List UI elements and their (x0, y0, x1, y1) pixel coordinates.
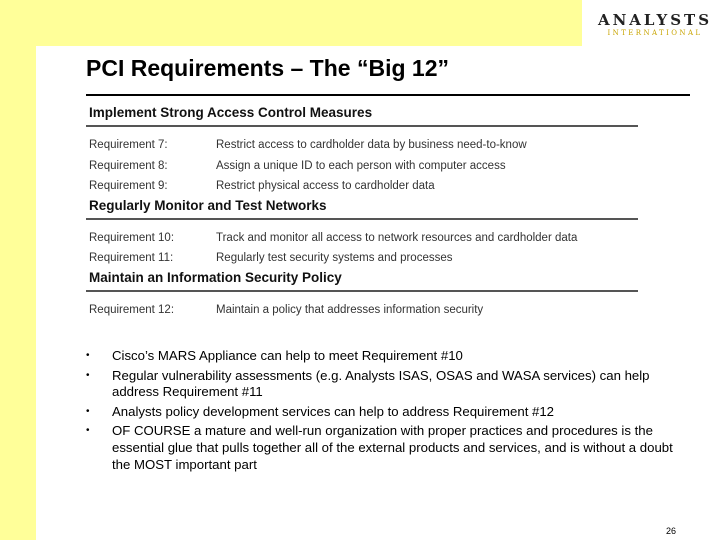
requirement-text: Restrict access to cardholder data by business need-to-know (216, 139, 527, 151)
bullet-item (86, 348, 676, 365)
requirement-text: Regularly test security systems and processes (216, 252, 453, 264)
logo-subtitle: INTERNATIONAL (607, 29, 703, 37)
bullet-icon: • (86, 350, 90, 361)
requirement-label: Requirement 11: (89, 252, 174, 264)
bullet-list (86, 348, 676, 476)
requirement-label: Requirement 7: (89, 139, 168, 151)
section-divider (86, 290, 638, 292)
requirement-label: Requirement 8: (89, 159, 168, 172)
requirement-text: Maintain a policy that addresses information security (216, 303, 484, 316)
bullet-icon: • (86, 425, 90, 437)
bullet-text: Cisco’s MARS Appliance can help to meet Requirement #10 (112, 348, 463, 363)
requirements-panel (86, 104, 638, 320)
bullet-item (86, 404, 676, 421)
section-title: Implement Strong Access Control Measures (89, 105, 373, 120)
requirement-row (86, 228, 638, 249)
title-divider (86, 94, 690, 96)
bullet-text: Regular vulnerability assessments (e.g. Analysts ISAS, OSAS and WASA services) can help address Requirement #11 (112, 367, 650, 400)
section-divider (86, 125, 638, 127)
bullet-item (86, 423, 676, 473)
requirement-row (86, 300, 638, 321)
requirement-text: Track and monitor all access to network resources and cardholder data (216, 231, 578, 244)
requirement-text: Restrict physical access to cardholder data (216, 180, 435, 192)
requirement-label: Requirement 10: (89, 231, 175, 244)
logo-wordmark: ANALYSTS (597, 11, 713, 29)
company-logo (596, 12, 714, 38)
section-divider (86, 218, 638, 220)
requirement-section (86, 104, 638, 197)
requirement-row (86, 176, 638, 197)
requirement-text: Assign a unique ID to each person with computer access (216, 159, 506, 172)
left-accent-bar (0, 0, 36, 540)
requirement-label: Requirement 12: (89, 303, 175, 316)
requirement-row (86, 135, 638, 156)
requirement-row (86, 156, 638, 177)
bullet-icon: • (86, 405, 90, 417)
bullet-text: Analysts policy development services can help to address Requirement #12 (112, 403, 555, 419)
bullet-icon: • (86, 369, 90, 381)
page-number: 26 (665, 526, 676, 536)
requirement-label: Requirement 9: (89, 180, 168, 192)
slide-title: PCI Requirements – The “Big 12” (86, 55, 449, 81)
top-accent-bar (36, 0, 582, 46)
bullet-text: OF COURSE a mature and well-run organization with proper practices and procedures is the essential glue that pulls together all of the external products and services, and is without a doubt the MOST important part (112, 423, 673, 472)
requirement-section (86, 197, 638, 269)
section-title: Maintain an Information Security Policy (89, 269, 342, 285)
bullet-item (86, 368, 676, 401)
requirement-section (86, 269, 638, 321)
section-title: Regularly Monitor and Test Networks (89, 197, 327, 213)
requirement-row (86, 248, 638, 269)
